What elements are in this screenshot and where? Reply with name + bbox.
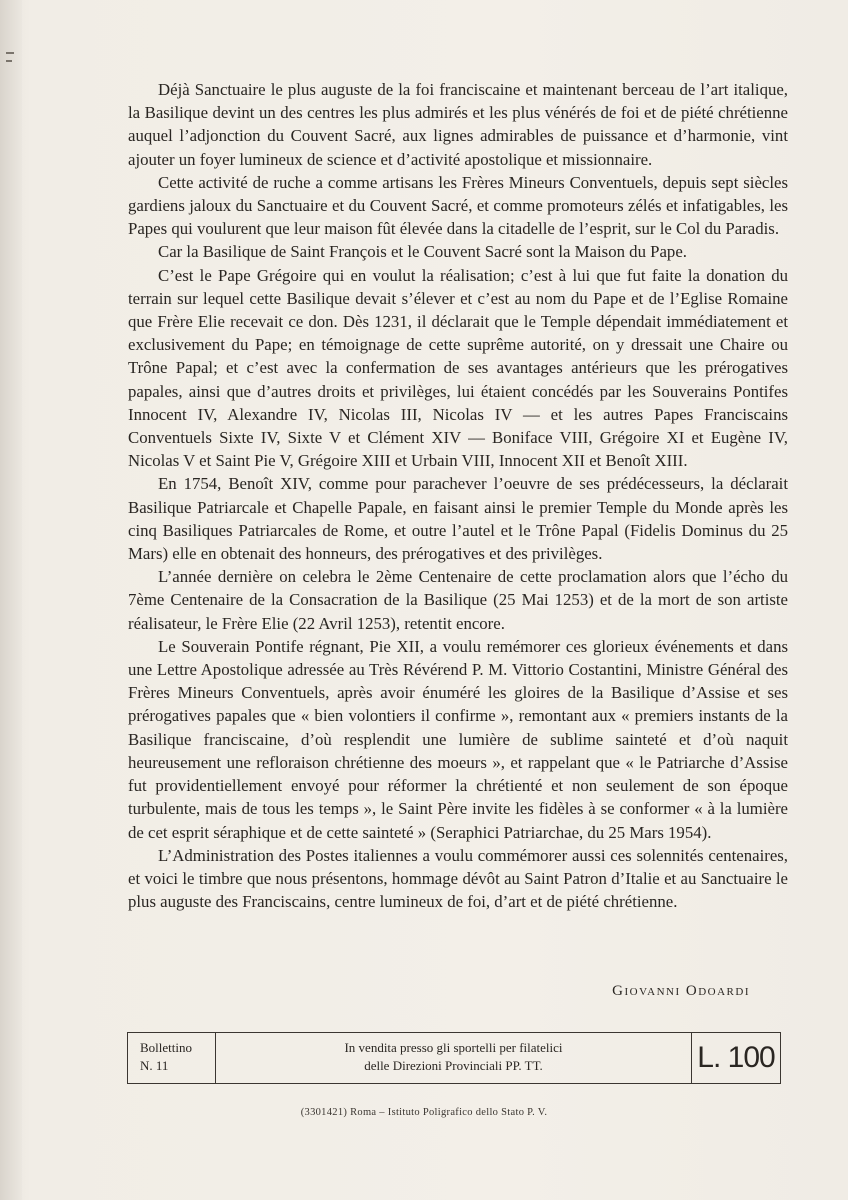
- sale-info-cell: [216, 1033, 691, 1083]
- article-body: [128, 78, 788, 913]
- paragraph: L’année dernière on celebra le 2ème Centenaire de cette proclamation alors que l’écho du 7ème Centenaire de la Consacration de la Basilique (25 Mai 1253) et de la mort de son artiste réalisateur, le Frère Elie (22 Avril 1253), retentit encore.: [128, 567, 788, 633]
- edge-mark: [6, 52, 14, 54]
- author-signature: Giovanni Odoardi: [612, 983, 750, 999]
- paragraph: C’est le Pape Grégoire qui en voulut la réalisation; c’est à lui que fut faite la donation du terrain sur lequel cette Basilique devait s’élever et c’est au nom du Pape et de l’Eglise Romaine que Frère Elie recevait ce don. Dès 1231, il déclarait que le Temple dépendait immédiatement et exclusivement du Pape; en témoignage de cette suprême autorité, on y dressait une Chaire ou Trône Papal; et c’est avec la confermation de ses avantages antérieurs que les prérogatives papales, ainsi que d’autres droits et privilèges, lui étaient concédés par les Souverains Pontifes Innocent IV, Alexandre IV, Nicolas III, Nicolas IV — et les autres Papes Franciscains Conventuels Sixte IV, Sixte V et Clément XIV — Boniface VIII, Grégoire XI et Eugène IV, Nicolas V et Saint Pie V, Grégoire XIII et Urbain VIII, Innocent XII et Benoît XIII.: [128, 265, 788, 471]
- binding-edge: [0, 0, 22, 1200]
- bulletin-cell: [128, 1033, 216, 1083]
- price-cell: [691, 1033, 780, 1083]
- paragraph: Le Souverain Pontife régnant, Pie XII, a voulu remémorer ces glorieux événements et dans une Lettre Apostolique adressée au Très Révérend P. M. Vittorio Costantini, Ministre Général des Frères Mineurs Conventuels, après avoir énuméré les gloires de la Basilique d’Assise et ses prérogatives papales que « bien volontiers il confirme », remontant aux « premiers instants de la Basilique franciscaine, d’où resplendit une lumière de sublime sainteté et d’où naquit heureusement une refloraison chrétienne des moeurs », et rappelant que « le Patriarche d’Assise fut providentiellement envoyé pour réformer la chrétienté et non seulement de son époque turbulente, mais de tous les temps », le Saint Père invite les fidèles à se conformer « à la lumière de cet esprit séraphique et de cette sainteté » (Seraphici Patriarchae, du 25 Mars 1954).: [128, 636, 788, 842]
- sale-line-2: delle Direzioni Provinciali PP. TT.: [364, 1058, 543, 1073]
- sale-line-1: In vendita presso gli sportelli per filatelici: [344, 1040, 563, 1055]
- paragraph: L’Administration des Postes italiennes a voulu commémorer aussi ces solennités centenaires, et voici le timbre que nous présentons, hommage dévôt au Saint Patron d’Italie et au Sanctuaire le plus auguste des Franciscains, centre lumineux de foi, d’art et de piété chrétienne.: [128, 845, 788, 912]
- bulletin-number: N. 11: [140, 1058, 169, 1073]
- paragraph: En 1754, Benoît XIV, comme pour parachever l’oeuvre de ses prédécesseurs, la déclarait Basilique Patriarcale et Chapelle Papale, en faisant ainsi le premier Temple du Monde après les cinq Basiliques Patriarcales de Rome, et outre l’autel et le Trône Papal (Fidelis Dominus du 25 Mars) elle en obtenait des honneurs, des prérogatives et des privilèges.: [128, 474, 788, 564]
- edge-mark: [6, 60, 12, 62]
- paragraph: Car la Basilique de Saint François et le Couvent Sacré sont la Maison du Pape.: [158, 242, 687, 262]
- paragraph: Déjà Sanctuaire le plus auguste de la foi franciscaine et maintenant berceau de l’art italique, la Basilique devint un des centres les plus admirés et les plus vénérés de foi et de piété chrétienne auquel l’adjonction du Couvent Sacré, aux lignes admirables de puissance et d’harmonie, vint ajouter un foyer lumineux de science et d’activité apostolique et missionnaire.: [128, 80, 788, 169]
- footer-box: [127, 1032, 781, 1084]
- paragraph: Cette activité de ruche a comme artisans les Frères Mineurs Conventuels, depuis sept siècles gardiens jaloux du Sanctuaire et du Couvent Sacré, et comme promoteurs zélés et infatigables, les Papes qui voulurent que leur maison fût élevée dans la citadelle de l’esprit, sur le Col du Paradis.: [128, 172, 788, 239]
- printer-imprint: (3301421) Roma – Istituto Poligrafico dello Stato P. V.: [300, 1107, 548, 1118]
- bulletin-label: Bollettino: [140, 1040, 192, 1055]
- price: L. 100: [697, 1041, 775, 1074]
